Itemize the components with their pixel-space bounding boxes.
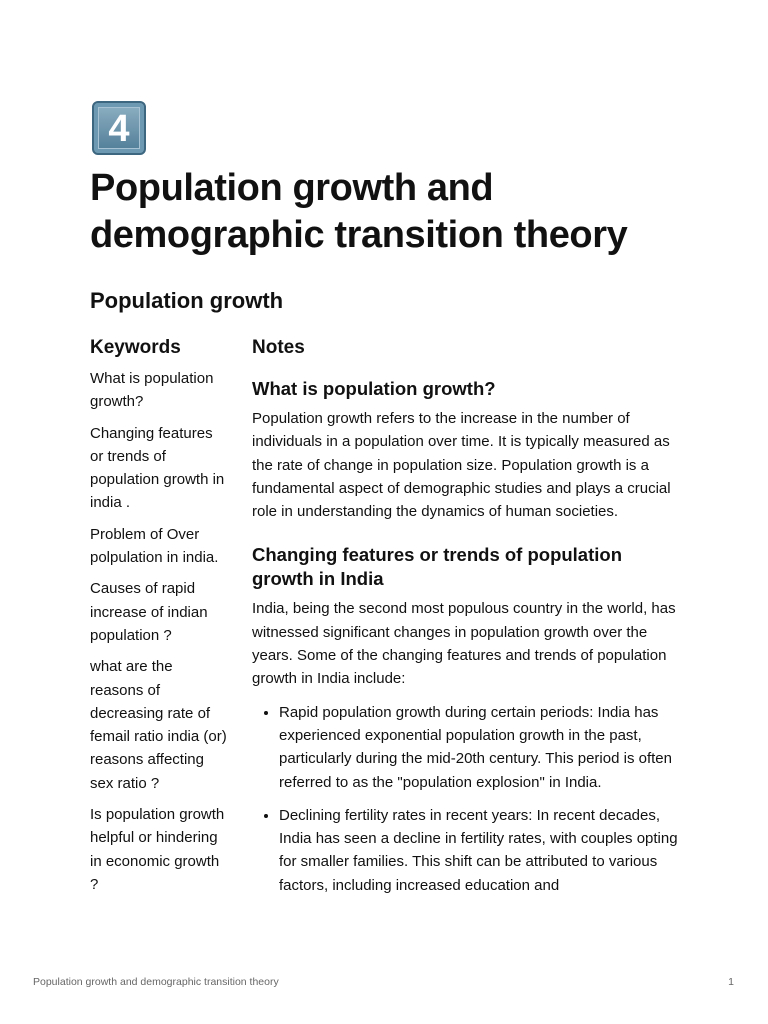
footer-page-number: 1 [728, 976, 734, 988]
keyword-item: Is population growth helpful or hindering in economic growth ? [90, 806, 225, 893]
notes-paragraph: India, being the second most populous country in the world, has witnessed significant changes in population growth over the years. Some of the changing features and trends of population growth in India include: [252, 600, 676, 688]
keyword-item: What is population growth? [90, 370, 214, 411]
keywords-heading: Keywords [90, 337, 181, 358]
notes-section-heading: What is population growth? [252, 378, 496, 399]
badge-number: 4 [108, 108, 130, 150]
bullet-list [252, 701, 682, 897]
page-title: Population growth and demographic transition theory [90, 167, 628, 256]
notes-column [252, 335, 682, 907]
keyword-item: Changing features or trends of population growth in india . [90, 424, 225, 512]
keyword-item: Causes of rapid increase of indian population ? [90, 580, 208, 644]
footer-document-title: Population growth and demographic transition theory [33, 976, 279, 988]
keyword-item: Problem of Over polpulation in india. [90, 525, 219, 567]
bullet-item: • Rapid population growth during certain periods: India has experienced exponential population growth in the past, particularly during the mid-20th century. This period is often referred to as the "population explosion" in India. [279, 701, 682, 794]
keyword-item: what are the reasons of decreasing rate of femail ratio india (or) reasons affecting sex ratio ? [90, 658, 227, 792]
keywords-column [90, 335, 230, 904]
bullet-item: • Declining fertility rates in recent years: In recent decades, India has seen a decline in fertility rates, with couples opting for smaller families. This shift can be attributed to various factors, including increased education and [279, 804, 682, 897]
notes-heading: Notes [252, 337, 305, 358]
notes-paragraph: Population growth refers to the increase in the number of individuals in a population over time. It is typically measured as the rate of change in population size. Population growth is a fundamental aspect of demographic studies and plays a crucial role in understanding the dynamics of human societies. [252, 410, 671, 521]
number-4-badge-icon [92, 101, 146, 155]
section-title: Population growth [90, 288, 284, 313]
notes-section-heading: Changing features or trends of population growth in India [252, 544, 622, 590]
